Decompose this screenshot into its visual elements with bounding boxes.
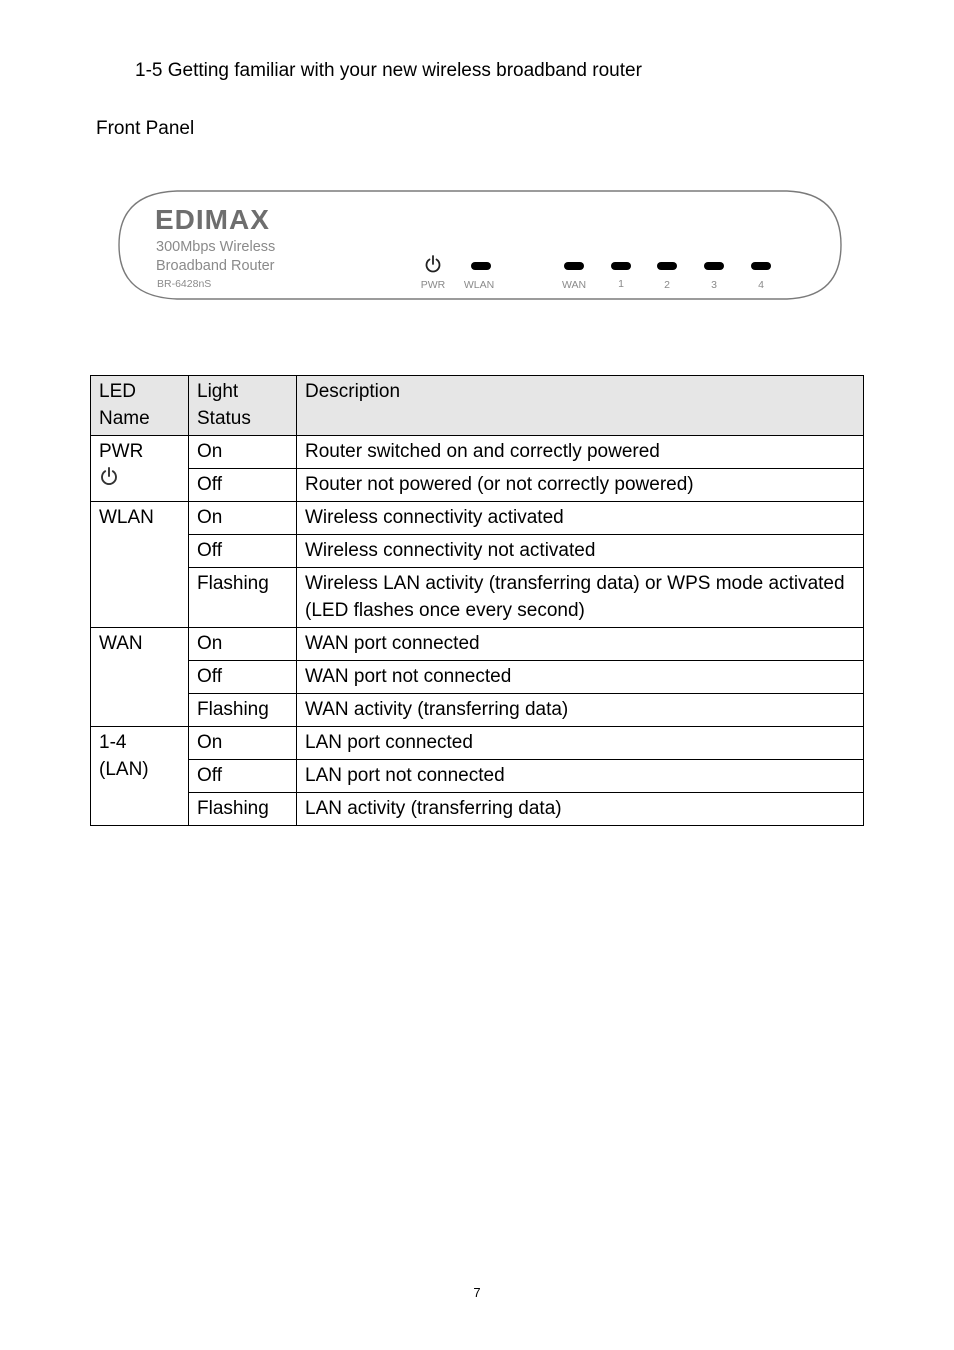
description: Wireless LAN activity (transferring data) or WPS mode activated (LED flashes once every second) <box>297 568 864 628</box>
led-lan-4 <box>751 262 771 270</box>
light-status: On <box>189 502 297 535</box>
header-light-status: Light Status <box>189 376 297 436</box>
section-heading: 1-5 Getting familiar with your new wireless broadband router <box>135 60 642 81</box>
led-label-4: 4 <box>758 279 764 291</box>
light-status: On <box>189 727 297 760</box>
table-row <box>91 436 864 469</box>
led-name-line-2: (LAN) <box>99 759 149 780</box>
description: Router switched on and correctly powered <box>297 436 864 469</box>
description: LAN port not connected <box>297 760 864 793</box>
table-row <box>91 502 864 535</box>
led-wan <box>564 262 584 270</box>
table-row <box>91 694 864 727</box>
led-name: WLAN <box>99 507 154 528</box>
table-row <box>91 760 864 793</box>
led-wlan <box>471 262 491 270</box>
description: WAN port not connected <box>297 661 864 694</box>
page-number: 7 <box>473 1285 481 1300</box>
led-lan-2 <box>657 262 677 270</box>
product-line-2: Broadband Router <box>156 258 275 274</box>
light-status: Off <box>189 661 297 694</box>
power-icon <box>99 467 119 487</box>
led-label-wlan: WLAN <box>463 279 495 291</box>
router-front-panel <box>117 189 843 301</box>
description: Wireless connectivity not activated <box>297 535 864 568</box>
led-label-1: 1 <box>618 278 624 290</box>
led-name: PWR <box>99 441 144 462</box>
led-name-cell <box>91 628 189 727</box>
description: Wireless connectivity activated <box>297 502 864 535</box>
light-status: Off <box>189 535 297 568</box>
led-name-cell <box>91 727 189 826</box>
table-row <box>91 727 864 760</box>
header-description: Description <box>297 376 864 436</box>
product-line-1: 300Mbps Wireless <box>156 239 276 255</box>
light-status: Off <box>189 760 297 793</box>
led-name-cell <box>91 436 189 502</box>
led-name: WAN <box>99 633 143 654</box>
description: WAN port connected <box>297 628 864 661</box>
model-number: BR-6428nS <box>157 278 212 290</box>
led-name: 1-4 <box>99 732 127 753</box>
led-lan-1 <box>611 262 631 270</box>
table-header-row <box>91 376 864 436</box>
light-status: On <box>189 628 297 661</box>
description: LAN activity (transferring data) <box>297 793 864 826</box>
table-row <box>91 535 864 568</box>
header-led-name: LED Name <box>91 376 189 436</box>
light-status: Flashing <box>189 793 297 826</box>
description: Router not powered (or not correctly powered) <box>297 469 864 502</box>
brand-logo: EDIMAX <box>155 204 270 235</box>
power-icon <box>427 256 440 271</box>
table-row <box>91 628 864 661</box>
light-status: On <box>189 436 297 469</box>
led-label-3: 3 <box>711 279 717 291</box>
table-row <box>91 793 864 826</box>
led-status-table <box>90 375 864 826</box>
led-label-pwr: PWR <box>420 279 446 291</box>
table-row <box>91 661 864 694</box>
table-row <box>91 568 864 628</box>
led-label-wan: WAN <box>561 279 587 291</box>
light-status: Flashing <box>189 568 297 628</box>
light-status: Flashing <box>189 694 297 727</box>
description: WAN activity (transferring data) <box>297 694 864 727</box>
led-lan-3 <box>704 262 724 270</box>
description: LAN port connected <box>297 727 864 760</box>
led-label-2: 2 <box>664 279 670 291</box>
table-row <box>91 469 864 502</box>
led-name-cell <box>91 502 189 628</box>
light-status: Off <box>189 469 297 502</box>
front-panel-heading: Front Panel <box>96 118 195 139</box>
